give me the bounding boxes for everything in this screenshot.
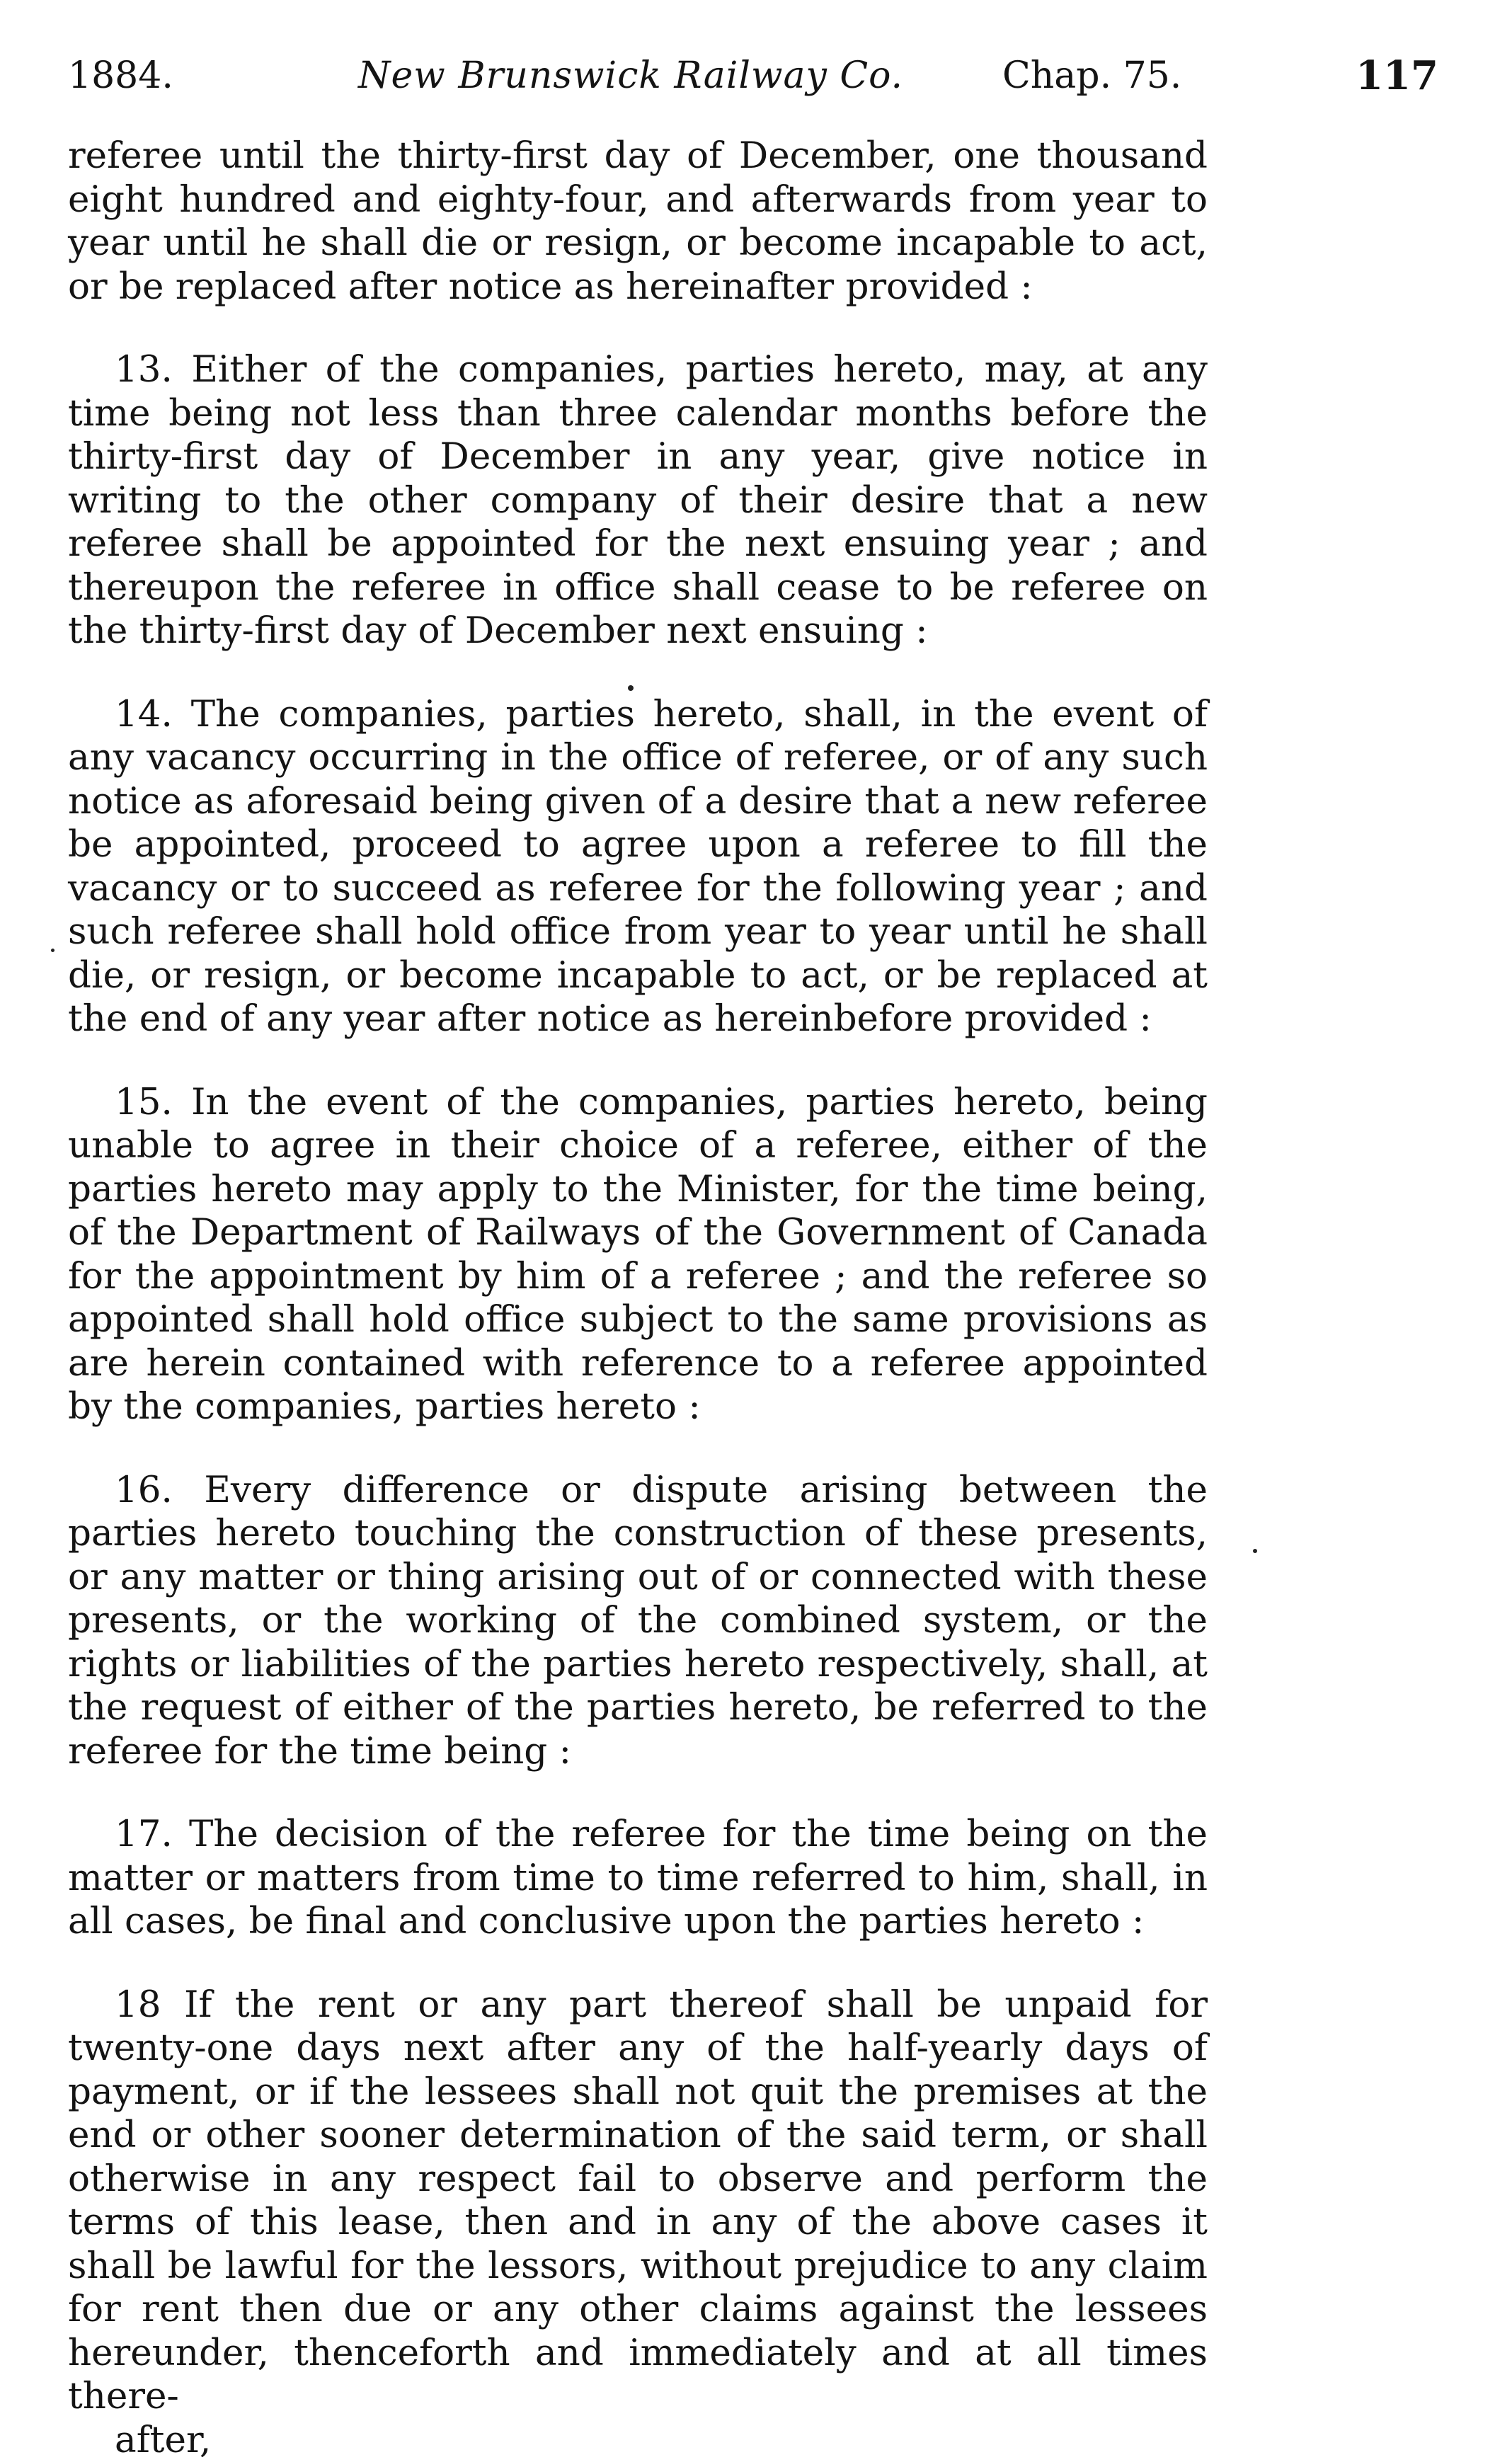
paragraph-continuation — [68, 134, 1208, 309]
print-speck — [1253, 1549, 1257, 1553]
paragraph-text: In the event of the companies, parties hereto, being unable to agree in their choice of a referee, either of the parties hereto may apply to the Minister, for the time being, of the Department of Railways of the Government of Canada for the appointment by him of a referee ; and the referee so appointed shall hold office subject to the same provisions as are herein contained with reference to a referee appointed by the companies, parties hereto : — [68, 1081, 1208, 1428]
paragraph-text: If the rent or any part thereof shall be unpaid for twenty-one days next after any of the half-yearly days of payment, or if the lessees shall not quit the premises at the end or other sooner determination of the said term, or shall otherwise in any respect fail to observe and perform the terms of this lease, then and in any of the above cases it shall be lawful for the lessors, without prejudice to any claim for rent then due or any other claims against the lessees hereunder, thenceforth and immediately and at all times there- — [68, 1983, 1208, 2418]
header-year: 1884. — [68, 44, 173, 108]
running-head — [68, 44, 1438, 108]
print-speck — [51, 949, 55, 952]
paragraph-text: The companies, parties hereto, shall, in the event of any vacancy occurring in the office of referee, or of any such notice as aforesaid being given of a desire that a new referee be appointed, proceed to agree upon a referee to fill the vacancy or to succeed as referee for the following year ; and such referee shall hold office from year to year until he shall die, or resign, or become incapable to act, or be replaced at the end of any year after notice as hereinbefore provided : — [68, 693, 1208, 1041]
paragraph-text: Every difference or dispute arising between the parties hereto touching the construction of these presents, or any matter or thing arising out of or connected with these presents, or the working of the combined system, or the rights or liabilities of the parties hereto respectively, shall, at the request of either of the parties hereto, be referred to the referee for the time being : — [68, 1469, 1208, 1773]
section-number: 15. — [115, 1081, 173, 1123]
section-16 — [68, 1469, 1208, 1774]
section-13 — [68, 348, 1208, 653]
paragraph-text: Either of the companies, parties hereto, may, at any time being not less than three calendar months before the thirty-first day of December in any year, give notice in writing to the other company of their desire that a new referee shall be appointed for the next ensuing year ; and thereupon the referee in office shall cease to be referee on the thirty-first day of December next ensuing : — [68, 348, 1208, 652]
section-number: 14. — [115, 693, 173, 735]
section-14 — [68, 693, 1208, 1041]
section-18 — [68, 1983, 1208, 2462]
header-chapter: Chap. 75. — [1002, 44, 1181, 108]
paragraph-text: The decision of the referee for the time being on the matter or matters from time to time referred to him, shall, in all cases, be final and conclusive upon the parties hereto : — [68, 1813, 1208, 1942]
section-number: 13. — [115, 348, 173, 391]
header-title: New Brunswick Railway Co. — [358, 44, 903, 108]
section-number: 18 — [115, 1983, 161, 2026]
section-17 — [68, 1813, 1208, 1944]
section-number: 16. — [115, 1469, 173, 1511]
body-text — [68, 134, 1208, 2462]
section-15 — [68, 1081, 1208, 1429]
paragraph-text: referee until the thirty-first day of December, one thousand eight hundred and eighty-four, and afterwards from year to year until he shall die or resign, or become incapable to act, or be replaced after notice as hereinafter provided : — [68, 134, 1208, 308]
page-number: 117 — [1356, 44, 1438, 108]
catchword: after, — [68, 2419, 1208, 2462]
section-number: 17. — [115, 1813, 173, 1855]
print-speck — [628, 685, 634, 691]
